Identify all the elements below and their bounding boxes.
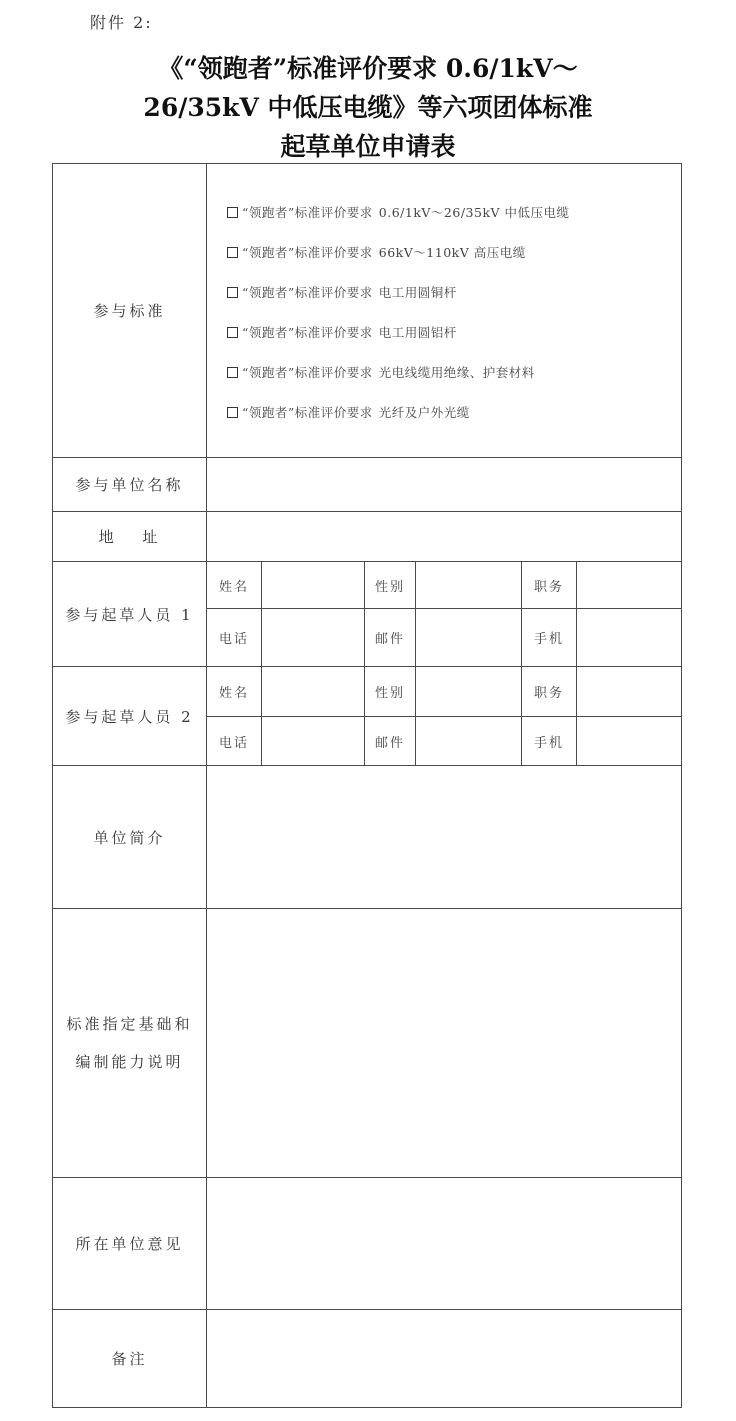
standard-name: 0.6/1kV～26/35kV 中低压电缆 xyxy=(378,204,570,220)
remarks-row xyxy=(53,1310,682,1408)
drafter1-name-label: 姓名 xyxy=(207,562,262,609)
remarks-label: 备注 xyxy=(53,1310,207,1408)
basis-row xyxy=(53,909,682,1178)
standard-prefix: “领跑者”标准评价要求 xyxy=(242,284,373,300)
drafter1-mobile-field[interactable] xyxy=(577,609,682,667)
standard-option-2[interactable] xyxy=(227,244,681,284)
drafter2-gender-label: 性别 xyxy=(365,667,416,717)
standard-name: 电工用圆铝杆 xyxy=(378,324,457,340)
unit-name-row xyxy=(53,458,682,512)
drafter1-phone-label: 电话 xyxy=(207,609,262,667)
checkbox-icon[interactable] xyxy=(227,327,238,338)
address-row xyxy=(53,512,682,562)
standards-label: 参与标准 xyxy=(53,164,207,458)
standard-option-4[interactable] xyxy=(227,324,681,364)
unit-opinion-row xyxy=(53,1178,682,1310)
checkbox-icon[interactable] xyxy=(227,207,238,218)
checkbox-icon[interactable] xyxy=(227,367,238,378)
standard-prefix: “领跑者”标准评价要求 xyxy=(242,204,373,220)
standard-option-3[interactable] xyxy=(227,284,681,324)
drafter1-email-field[interactable] xyxy=(416,609,522,667)
standard-name: 66kV～110kV 高压电缆 xyxy=(378,244,526,260)
drafter1-phone-field[interactable] xyxy=(262,609,365,667)
remarks-field[interactable] xyxy=(207,1310,682,1408)
drafter1-gender-label: 性别 xyxy=(365,562,416,609)
drafter1-email-label: 邮件 xyxy=(365,609,416,667)
drafter1-name-field[interactable] xyxy=(262,562,365,609)
standards-list xyxy=(207,178,681,444)
standard-option-1[interactable] xyxy=(227,204,681,244)
drafter2-name-field[interactable] xyxy=(262,667,365,717)
drafter2-row-a xyxy=(53,667,682,717)
basis-label-line-2: 编制能力说明 xyxy=(75,1053,184,1071)
unit-intro-field[interactable] xyxy=(207,766,682,909)
document-title-line-2: 26/35kV 中低压电缆》等六项团体标准 xyxy=(143,93,593,122)
drafter1-position-field[interactable] xyxy=(577,562,682,609)
checkbox-icon[interactable] xyxy=(227,407,238,418)
standard-name: 光纤及户外光缆 xyxy=(378,404,470,420)
application-form-table xyxy=(52,163,682,1408)
basis-label-line-1: 标准指定基础和 xyxy=(66,1015,193,1033)
drafter2-gender-field[interactable] xyxy=(416,667,522,717)
drafter1-label: 参与起草人员 1 xyxy=(53,562,207,667)
standards-cell xyxy=(207,164,682,458)
unit-opinion-label: 所在单位意见 xyxy=(53,1178,207,1310)
drafter2-mobile-label: 手机 xyxy=(522,717,577,766)
drafter2-phone-label: 电话 xyxy=(207,717,262,766)
unit-intro-label: 单位简介 xyxy=(53,766,207,909)
document-title-line-1: 《“领跑者”标准评价要求 0.6/1kV～ xyxy=(158,54,578,83)
basis-label xyxy=(53,909,207,1178)
address-field[interactable] xyxy=(207,512,682,562)
drafter2-email-field[interactable] xyxy=(416,717,522,766)
drafter1-position-label: 职务 xyxy=(522,562,577,609)
unit-name-label: 参与单位名称 xyxy=(53,458,207,512)
drafter1-gender-field[interactable] xyxy=(416,562,522,609)
basis-field[interactable] xyxy=(207,909,682,1178)
drafter2-label: 参与起草人员 2 xyxy=(53,667,207,766)
drafter2-name-label: 姓名 xyxy=(207,667,262,717)
unit-opinion-field[interactable] xyxy=(207,1178,682,1310)
document-title-line-3: 起草单位申请表 xyxy=(280,132,456,161)
unit-intro-row xyxy=(53,766,682,909)
standard-option-6[interactable] xyxy=(227,404,681,444)
drafter2-phone-field[interactable] xyxy=(262,717,365,766)
drafter2-position-field[interactable] xyxy=(577,667,682,717)
standards-row xyxy=(53,164,682,458)
unit-name-field[interactable] xyxy=(207,458,682,512)
standard-prefix: “领跑者”标准评价要求 xyxy=(242,244,373,260)
standard-name: 光电线缆用绝缘、护套材料 xyxy=(378,364,535,380)
drafter2-mobile-field[interactable] xyxy=(577,717,682,766)
standard-name: 电工用圆铜杆 xyxy=(378,284,457,300)
drafter2-email-label: 邮件 xyxy=(365,717,416,766)
drafter1-row-a xyxy=(53,562,682,609)
checkbox-icon[interactable] xyxy=(227,287,238,298)
standard-prefix: “领跑者”标准评价要求 xyxy=(242,364,373,380)
attachment-label: 附件 2: xyxy=(90,13,153,32)
standard-option-5[interactable] xyxy=(227,364,681,404)
drafter1-mobile-label: 手机 xyxy=(522,609,577,667)
standard-prefix: “领跑者”标准评价要求 xyxy=(242,324,373,340)
checkbox-icon[interactable] xyxy=(227,247,238,258)
address-label: 地 址 xyxy=(53,512,207,562)
drafter2-position-label: 职务 xyxy=(522,667,577,717)
standard-prefix: “领跑者”标准评价要求 xyxy=(242,404,373,420)
